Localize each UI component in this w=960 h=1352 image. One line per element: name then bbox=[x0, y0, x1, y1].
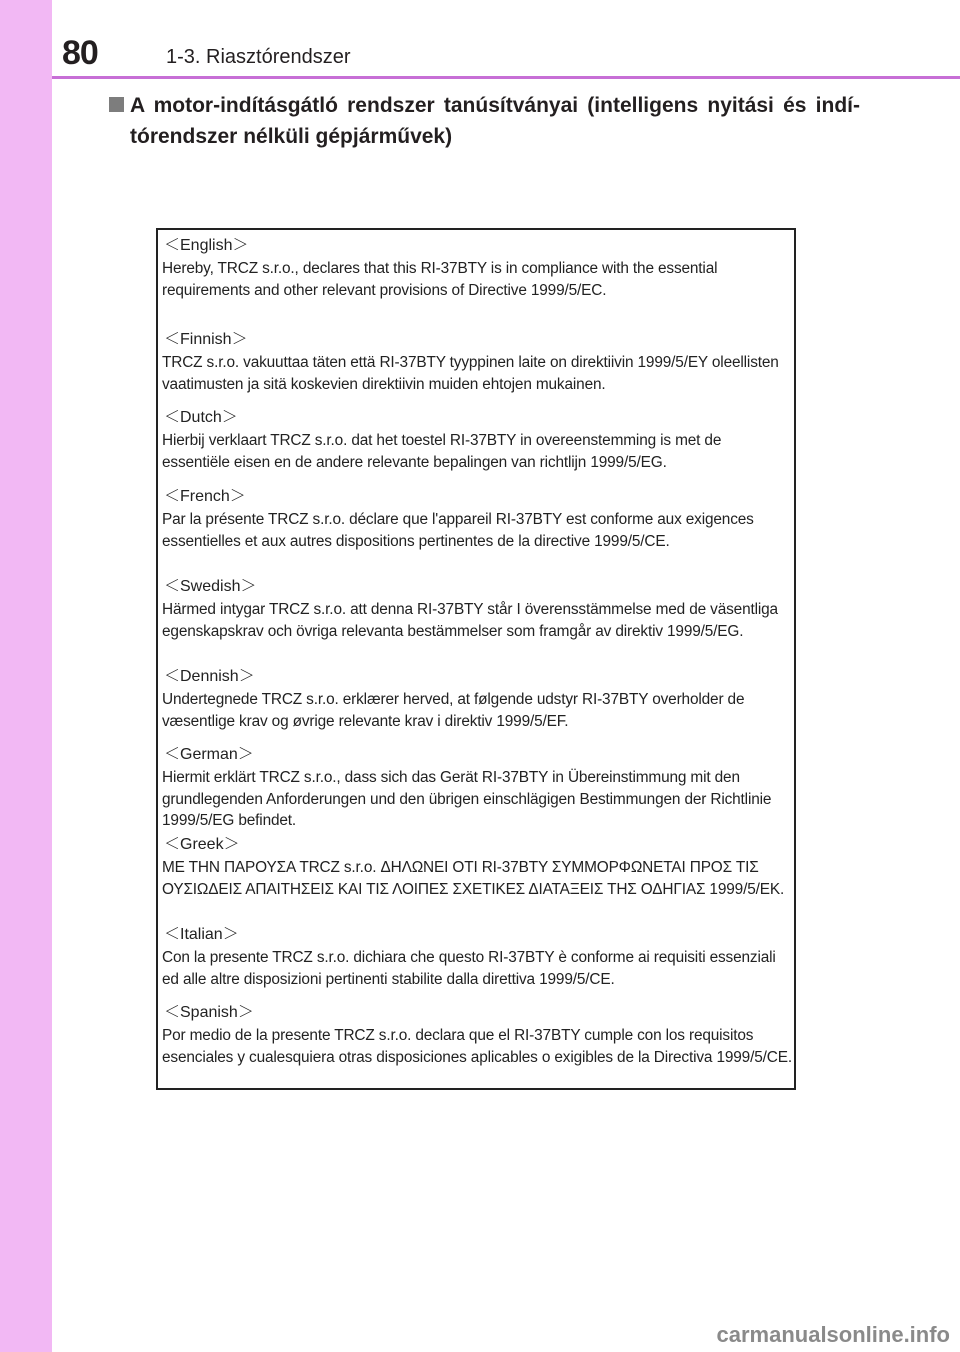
certificate-spanish bbox=[162, 1003, 792, 1068]
certificate-finnish bbox=[162, 330, 792, 395]
declaration-text: Con la presente TRCZ s.r.o. dichiara che questo RI-37BTY è conforme ai requisiti essenziali ed alle altre disposizioni pertinenti stabilite dalla direttiva 1999/5/CE. bbox=[162, 949, 776, 988]
declaration-text: Par la présente TRCZ s.r.o. déclare que l'appareil RI-37BTY est conforme aux exigences essentielles et aux autres dispositions pertinentes de la directive 1999/5/CE. bbox=[162, 511, 754, 550]
language-label: ＜Dutch＞ bbox=[164, 409, 238, 426]
language-label: ＜German＞ bbox=[164, 746, 254, 763]
language-label: ＜French＞ bbox=[164, 488, 246, 505]
certificate-french bbox=[162, 487, 792, 552]
page-number: 80 bbox=[62, 34, 98, 72]
header-divider bbox=[52, 76, 960, 79]
declaration-text: Por medio de la presente TRCZ s.r.o. declara que el RI-37BTY cumple con los requisitos esenciales y cualesquiera otras disposiciones aplicables o exigibles de la Directiva 1999/5/CE. bbox=[162, 1027, 792, 1066]
certificate-swedish bbox=[162, 577, 792, 642]
certificate-german bbox=[162, 745, 792, 832]
language-label: ＜Spanish＞ bbox=[164, 1004, 254, 1021]
language-label: ＜English＞ bbox=[164, 237, 249, 254]
declaration-text: TRCZ s.r.o. vakuuttaa täten että RI-37BTY tyyppinen laite on direktiivin 1999/5/EY oleellisten vaatimusten ja sitä koskevien direktiivin muiden ehtojen mukainen. bbox=[162, 354, 779, 393]
certificate-dutch bbox=[162, 408, 792, 473]
declaration-text: ΜΕ ΤΗΝ ΠΑΡΟΥΣΑ TRCZ s.r.o. ΔΗΛΩΝΕΙ ΟΤΙ RI-37BTY ΣΥΜΜΟΡΦΩΝΕΤΑΙ ΠΡΟΣ ΤΙΣ ΟΥΣΙΩΔΕΙΣ ΑΠΑΙΤΗΣΕΙΣ ΚΑΙ ΤΙΣ ΛΟΙΠΕΣ ΣΧΕΤΙΚΕΣ ΔΙΑΤΑΞΕΙΣ ΤΗΣ ΟΔΗΓΙΑΣ 1999/5/ΕΚ. bbox=[162, 859, 785, 898]
declaration-text: Härmed intygar TRCZ s.r.o. att denna RI-37BTY står I överensstämmelse med de väsentliga egenskapskrav och övriga relevanta bestämmelser som framgår av direktiv 1999/5/EG. bbox=[162, 601, 778, 640]
language-label: ＜Dennish＞ bbox=[164, 668, 255, 685]
certificate-italian bbox=[162, 925, 792, 990]
declaration-text: Hereby, TRCZ s.r.o., declares that this RI-37BTY is in compliance with the essential requirements and other relevant provisions of Directive 1999/5/EC. bbox=[162, 260, 718, 299]
language-label: ＜Swedish＞ bbox=[164, 578, 257, 595]
chapter-title: 1-3. Riasztórendszer bbox=[166, 46, 351, 68]
declaration-text: Undertegnede TRCZ s.r.o. erklærer herved, at følgende udstyr RI-37BTY overholder de væsentlige krav og øvrige relevante krav i direktiv 1999/5/EF. bbox=[162, 691, 745, 730]
certificate-english bbox=[162, 236, 792, 301]
section-square-icon bbox=[109, 97, 124, 112]
language-label: ＜Italian＞ bbox=[164, 926, 239, 943]
side-color-strip bbox=[0, 0, 52, 1352]
certificate-danish bbox=[162, 667, 792, 732]
declaration-text: Hiermit erklärt TRCZ s.r.o., dass sich das Gerät RI-37BTY in Übereinstimmung mit den grundlegenden Anforderungen und den übrigen einschlägigen Bestimmungen der Richtlinie 1999/5/EG befindet. bbox=[162, 769, 772, 829]
language-label: ＜Finnish＞ bbox=[164, 331, 248, 348]
watermark: carmanualsonline.info bbox=[716, 1322, 950, 1347]
certificate-greek bbox=[162, 835, 792, 900]
language-label: ＜Greek＞ bbox=[164, 836, 240, 853]
declaration-text: Hierbij verklaart TRCZ s.r.o. dat het toestel RI-37BTY in overeenstemming is met de essentiële eisen en de andere relevante bepalingen van richtlijn 1999/5/EG. bbox=[162, 432, 722, 471]
section-heading: A motor-indításgátló rendszer tanúsítványai (intelligens nyitási és indí-tórendszer nélküli gépjárművek) bbox=[130, 94, 860, 148]
certificate-box bbox=[156, 228, 796, 1090]
